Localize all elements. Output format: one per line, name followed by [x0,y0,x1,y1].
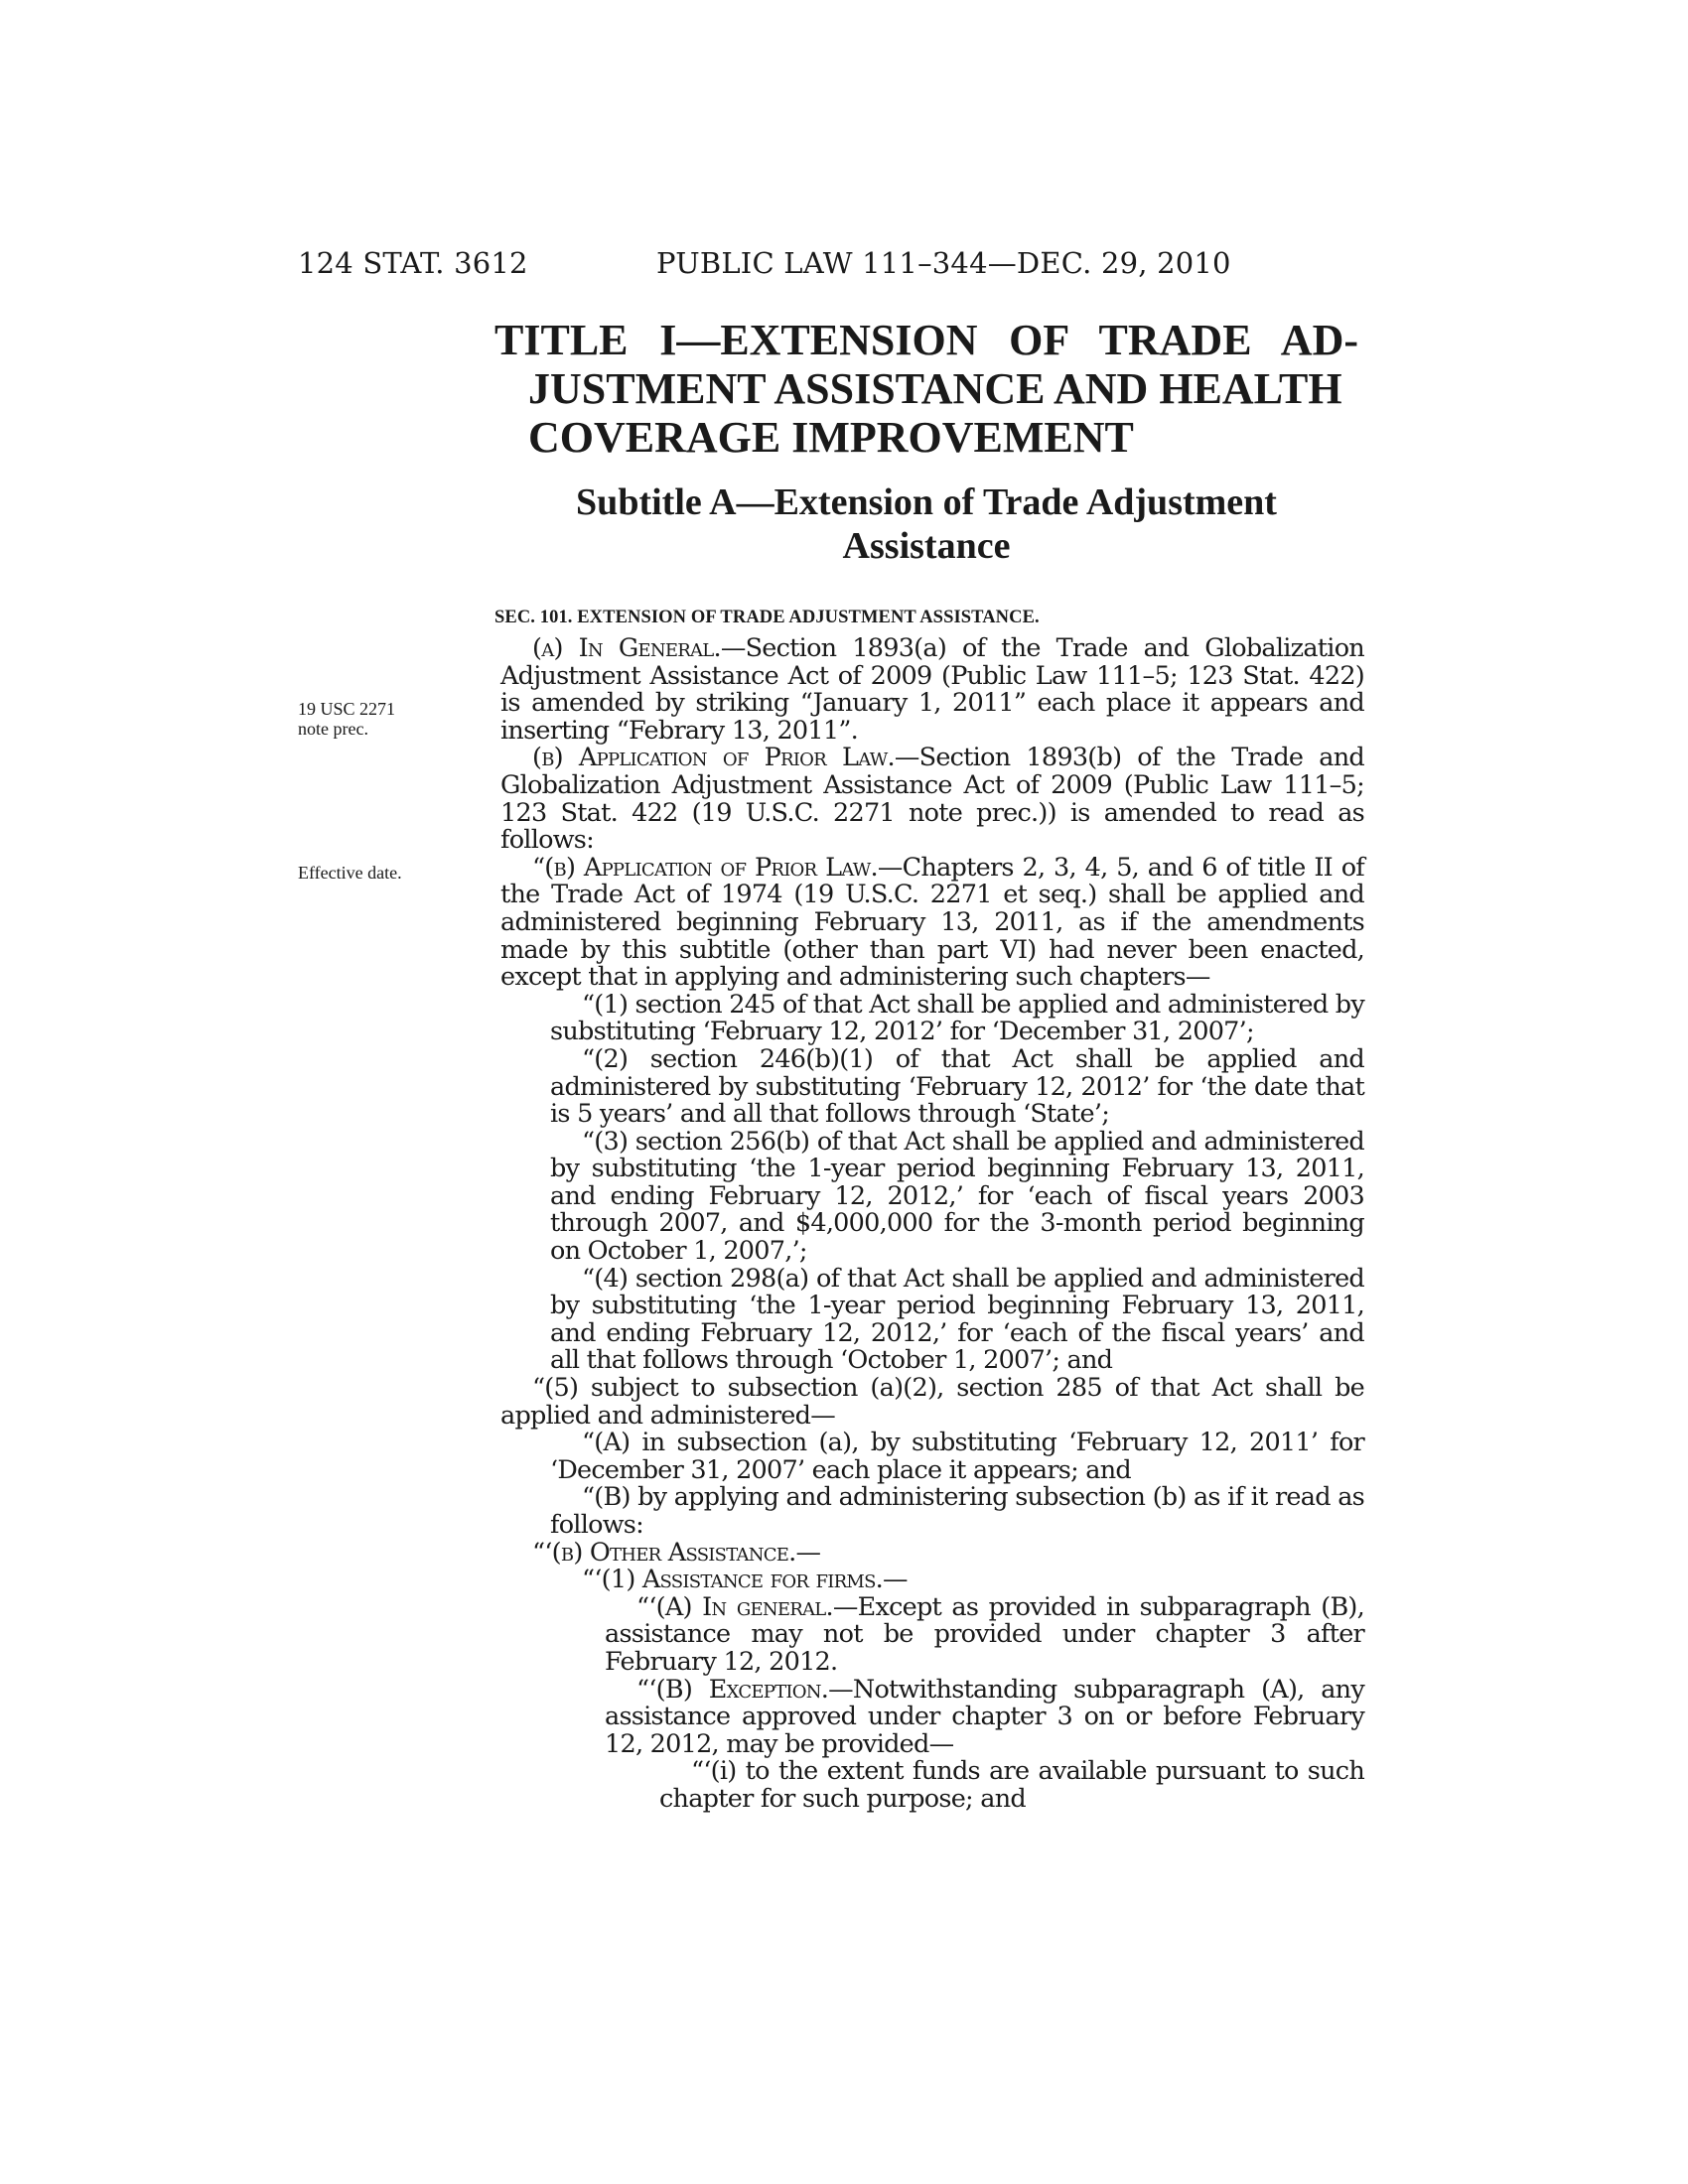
title-line-2: JUSTMENT ASSISTANCE AND HEALTH [528,364,1342,413]
paragraph-a [500,635,1364,745]
quoted-paragraph-b-text: —Chapters 2, 3, 4, 5, and 6 of title II of the Trade Act of 1974 (19 U.S.C. 2271 et seq.) shall be applied and administered beginning February 13, 2011, as if the amendments made by this subtitle (other than part VI) had never been enacted, except that in applying and administering such chapters— [500,852,1364,993]
title-heading [494,316,1358,462]
paragraph-a-text: —Section 1893(a) of the Trade and Globalization Adjustment Assistance Act of 2009 (Public Law 111–5; 123 Stat. 422) is amended by striking “January 1, 2011” each place it appears and inserting “Febrary 13, 2011”. [500,633,1364,746]
paragraph-a-heading: (a) In General. [532,633,721,663]
nested-subparagraph-b [500,1674,1365,1759]
nested-subparagraph-a [500,1591,1364,1677]
title-line-1: TITLE I—EXTENSION OF TRADE AD- [494,316,1358,364]
nested-clause-i: “‘(i) to the extent funds are available pursuant to such chapter for such purpose; and [659,1756,1364,1814]
margin-note-usc-line-2: note prec. [298,719,368,739]
nested-subparagraph-b-text: —Notwithstanding subparagraph (A), any assistance approved under chapter 3 on or before February 12, 2012, may be provided— [605,1674,1365,1759]
clause-3: “(3) section 256(b) of that Act shall be applied and administered by substituting ‘the 1-year period beginning February 13, 2011, and ending February 12, 2012,’ for ‘each of fiscal years 2003 through 2007, and $4,000,000 for the 3-month period beginning on October 1, 2007,’; [550,1126,1364,1267]
subclause-a: “(A) in subsection (a), by substituting ‘February 12, 2011’ for ‘December 31, 2007’ each place it appears; and [550,1428,1364,1485]
subtitle-line-1: Subtitle A—Extension of Trade Adjustment [576,481,1277,523]
nested-subparagraph-a-heading: “‘(A) In general. [636,1591,833,1622]
paragraph-b-heading: (b) Application of Prior Law. [532,743,895,773]
subtitle-line-2: Assistance [842,525,1011,567]
assistance-for-firms-heading: “‘(1) Assistance for firms.— [582,1565,908,1595]
clause-4: “(4) section 298(a) of that Act shall be applied and administered by substituting ‘the 1-year period beginning February 13, 2011, and ending February 12, 2012,’ for ‘each of the fiscal years’ and all that follows through ‘October 1, 2007’; and [550,1263,1364,1376]
clause-5: “(5) subject to subsection (a)(2), section 285 of that Act shall be applied and administered— [500,1373,1364,1431]
paragraph-b [500,745,1364,854]
quoted-paragraph-b [500,852,1364,993]
clause-2: “(2) section 246(b)(1) of that Act shall be applied and administered by substituting ‘February 12, 2012’ for ‘the date that is 5 years’ and all that follows through ‘State’; [550,1043,1364,1130]
page-stat-header: 124 STAT. 3612 [298,246,528,280]
public-law-header: PUBLIC LAW 111–344—DEC. 29, 2010 [656,246,1231,280]
quoted-paragraph-b-heading: “(b) Application of Prior Law. [532,852,878,883]
clause-1: “(1) section 245 of that Act shall be applied and administered by substituting ‘February 12, 2012’ for ‘December 31, 2007’; [550,989,1364,1047]
nested-subparagraph-a-text: —Except as provided in subparagraph (B), assistance may not be provided under chapter 3 after February 12, 2012. [605,1591,1364,1677]
paragraph-b-text: —Section 1893(b) of the Trade and Globalization Adjustment Assistance Act of 2009 (Public Law 111–5; 123 Stat. 422 (19 U.S.C. 2271 note prec.)) is amended to read as follows: [500,743,1364,856]
margin-note-usc [298,699,395,739]
margin-note-usc-line-1: 19 USC 2271 [298,699,396,719]
section-heading: SEC. 101. EXTENSION OF TRADE ADJUSTMENT ASSISTANCE. [494,608,1040,627]
margin-note-effective-date: Effective date. [298,863,402,883]
nested-subparagraph-b-heading: “‘(B) Exception. [636,1674,829,1705]
section-body [500,635,1364,1814]
subtitle-heading [494,480,1358,568]
title-line-3: COVERAGE IMPROVEMENT [528,413,1134,462]
other-assistance-heading: “‘(b) Other Assistance.— [532,1537,821,1568]
subclause-b: “(B) by applying and administering subsection (b) as if it read as follows: [550,1482,1364,1540]
